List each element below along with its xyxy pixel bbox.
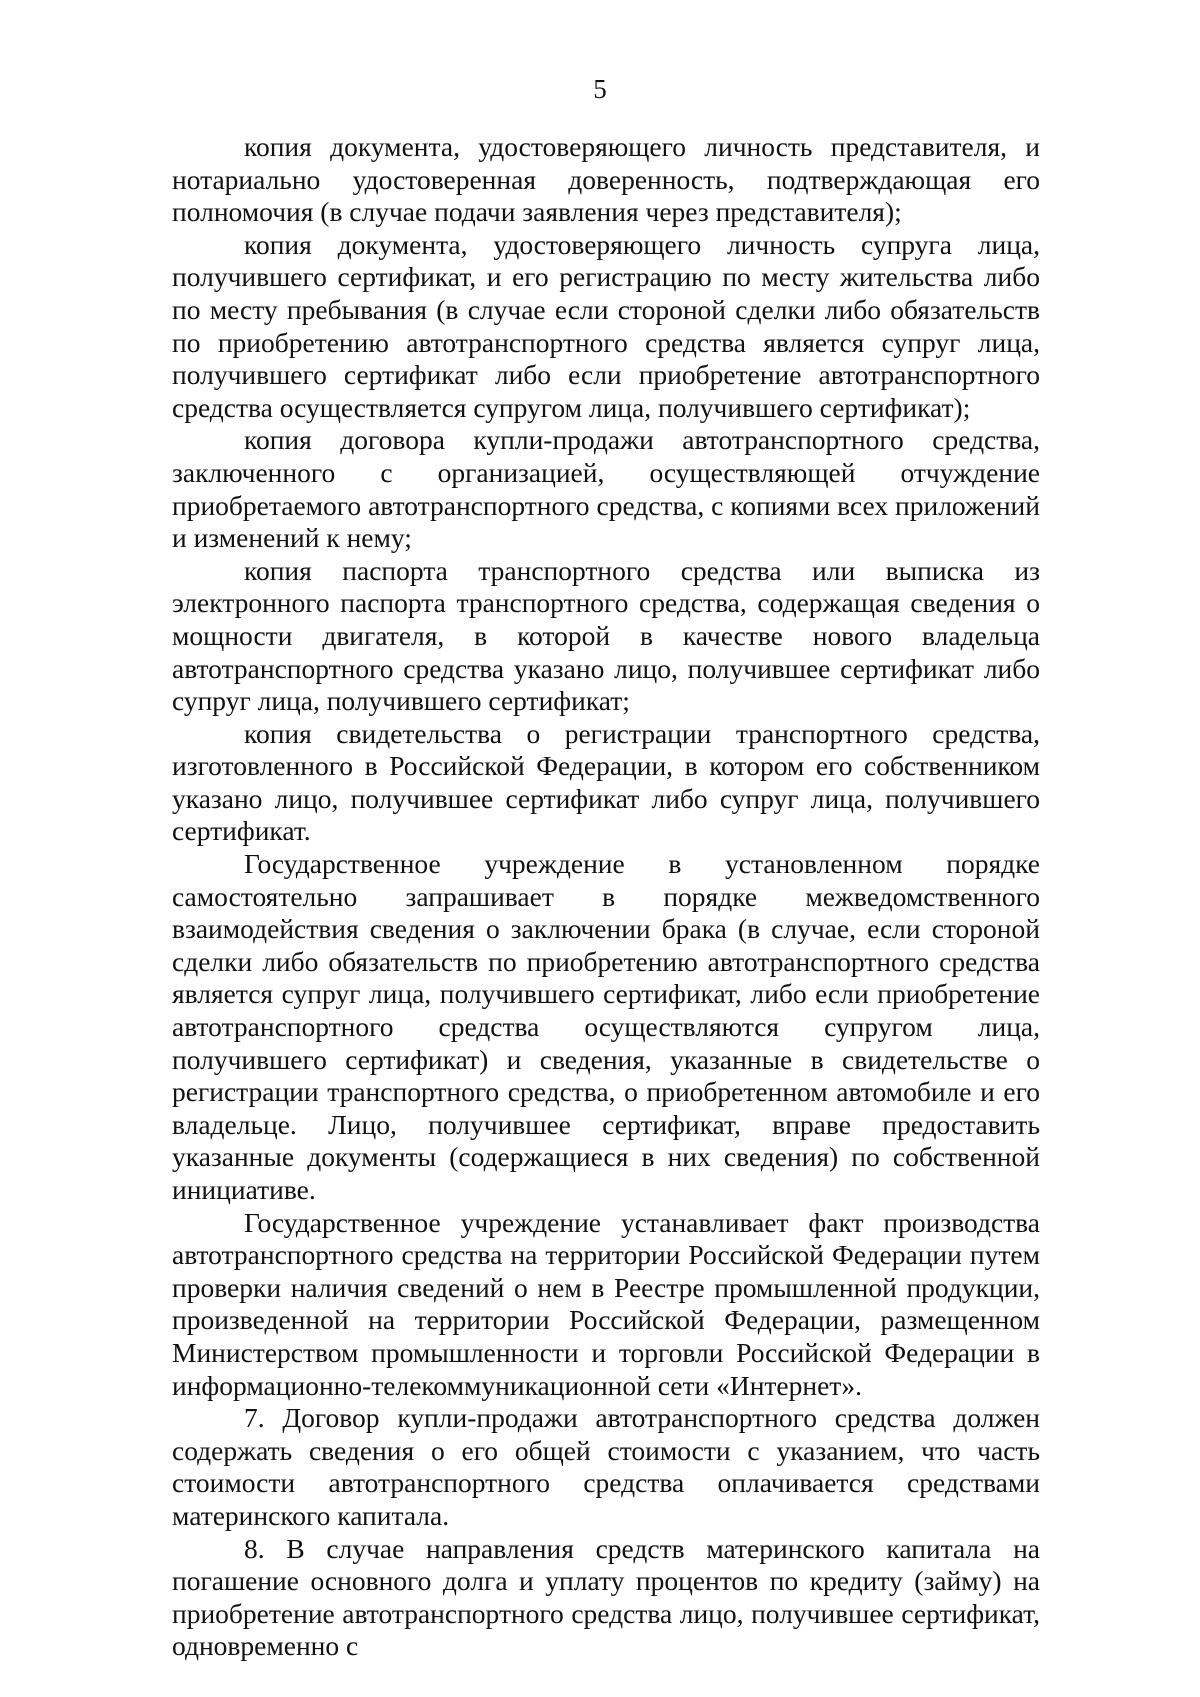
paragraph-section-7: 7. Договор купли-продажи автотранспортного средства должен содержать сведения о его общей стоимости с указанием, что часть стоимости автотранспортного средства оплачивается средствами материнского капитала.: [172, 1402, 1040, 1531]
paragraph-vehicle-passport: копия паспорта транспортного средства или выписка из электронного паспорта транспортного средства, содержащая сведения о мощности двигателя, в которой в качестве нового владельца автотранспортного средства указано лицо, получившее сертификат либо супруг лица, получившего сертификат;: [172, 554, 1040, 717]
paragraph-spouse-identity: копия документа, удостоверяющего личность супруга лица, получившего сертификат, и его регистрацию по месту жительства либо по месту пребывания (в случае если стороной сделки либо обязательств по приобретению автотранспортного средства является супруг лица, получившего сертификат либо если приобретение автотранспортного средства осуществляется супругом лица, получившего сертификат);: [172, 228, 1040, 423]
paragraph-production-verification: Государственное учреждение устанавливает факт производства автотранспортного средства на территории Российской Федерации путем проверки наличия сведений о нем в Реестре промышленной продукции, произведенной на территории Российской Федерации, размещенном Министерством промышленности и торговли Российской Федерации в информационно-телекоммуникационной сети «Интернет».: [172, 1206, 1040, 1401]
paragraph-representative-documents: копия документа, удостоверяющего личность представителя, и нотариально удостоверенная доверенность, подтверждающая его полномочия (в случае подачи заявления через представителя);: [172, 131, 1040, 228]
paragraph-section-8: 8. В случае направления средств материнского капитала на погашение основного долга и уплату процентов по кредиту (займу) на приобретение автотранспортного средства лицо, получившее сертификат, одновременно с: [172, 1532, 1040, 1662]
paragraph-registration-certificate: копия свидетельства о регистрации транспортного средства, изготовленного в Российской Федерации, в котором его собственником указано лицо, получившее сертификат либо супруг лица, получившего сертификат.: [172, 717, 1040, 847]
paragraph-interagency-request: Государственное учреждение в установленном порядке самостоятельно запрашивает в порядке межведомственного взаимодействия сведения о заключении брака (в случае, если стороной сделки либо обязательств по приобретению автотранспортного средства является супруг лица, получившего сертификат, либо если приобретение автотранспортного средства осуществляются супругом лица, получившего сертификат) и сведения, указанные в свидетельстве о регистрации транспортного средства, о приобретенном автомобиле и его владельце. Лицо, получившее сертификат, вправе предоставить указанные документы (содержащиеся в них сведения) по собственной инициативе.: [172, 848, 1040, 1205]
page-number: 5: [593, 74, 607, 104]
paragraph-sale-contract: копия договора купли-продажи автотранспортного средства, заключенного с организацией, осуществляющей отчуждение приобретаемого автотранспортного средства, с копиями всех приложений и изменений к нему;: [172, 424, 1040, 554]
document-body: [172, 131, 1040, 1663]
